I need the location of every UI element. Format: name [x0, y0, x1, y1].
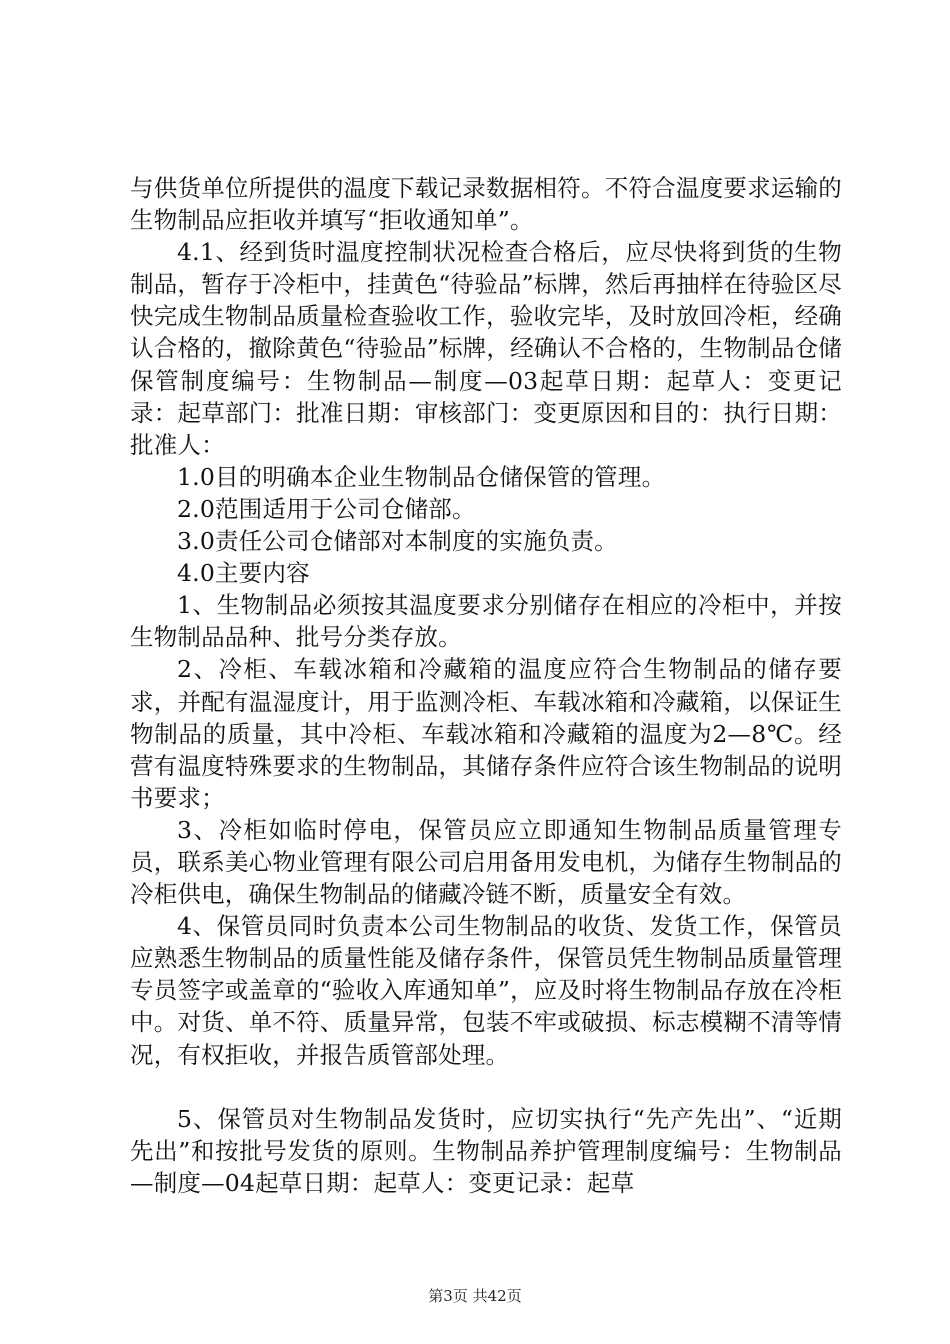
page-number: 第3页 共42页	[428, 1287, 522, 1305]
paragraph-item-1: 1、生物制品必须按其温度要求分别储存在相应的冷柜中，并按生物制品品种、批号分类存放。	[130, 591, 842, 652]
paragraph-item-3: 3、冷柜如临时停电，保管员应立即通知生物制品质量管理专员，联系美心物业管理有限公司启用备用发电机，为储存生物制品的冷柜供电，确保生物制品的储藏冷链不断，质量安全有效。	[130, 815, 842, 909]
paragraph-item-5: 5、保管员对生物制品发货时，应切实执行“先产先出”、“近期先出”和按批号发货的原则。生物制品养护管理制度编号：生物制品—制度—04起草日期：起草人：变更记录：起草	[130, 1104, 842, 1197]
paragraph-4-1: 4.1、经到货时温度控制状况检查合格后，应尽快将到货的生物制品，暂存于冷柜中，挂黄色“待验品”标牌，然后再抽样在待验区尽快完成生物制品质量检查验收工作，验收完毕，及时放回冷柜，经确认合格的，撤除黄色“待验品”标牌，经确认不合格的，生物制品仓储保管制度编号：生物制品—制度—03起草日期：起草人：变更记录：起草部门：批准日期：审核部门：变更原因和目的：执行日期：批准人：	[130, 238, 842, 459]
document-body	[130, 172, 842, 1199]
paragraph-continuation: 与供货单位所提供的温度下载记录数据相符。不符合温度要求运输的生物制品应拒收并填写“拒收通知单”。	[130, 174, 842, 235]
paragraph-main-content-heading: 4.0主要内容	[177, 559, 310, 588]
paragraph-responsibility: 3.0责任公司仓储部对本制度的实施负责。	[177, 527, 618, 556]
paragraph-scope: 2.0范围适用于公司仓储部。	[177, 494, 476, 523]
paragraph-item-2: 2、冷柜、车载冰箱和冷藏箱的温度应符合生物制品的储存要求，并配有温湿度计，用于监测冷柜、车载冰箱和冷藏箱，以保证生物制品的质量，其中冷柜、车载冰箱和冷藏箱的温度为2—8℃。经营有温度特殊要求的生物制品，其储存条件应符合该生物制品的说明书要求；	[130, 655, 842, 812]
paragraph-purpose: 1.0目的明确本企业生物制品仓储保管的管理。	[177, 462, 666, 491]
paragraph-item-4: 4、保管员同时负责本公司生物制品的收货、发货工作，保管员应熟悉生物制品的质量性能及储存条件，保管员凭生物制品质量管理专员签字或盖章的“验收入库通知单”，应及时将生物制品存放在冷柜中。对货、单不符、质量异常，包装不牢或破损、标志模糊不清等情况，有权拒收，并报告质管部处理。	[130, 912, 842, 1069]
page-footer	[0, 1285, 950, 1306]
